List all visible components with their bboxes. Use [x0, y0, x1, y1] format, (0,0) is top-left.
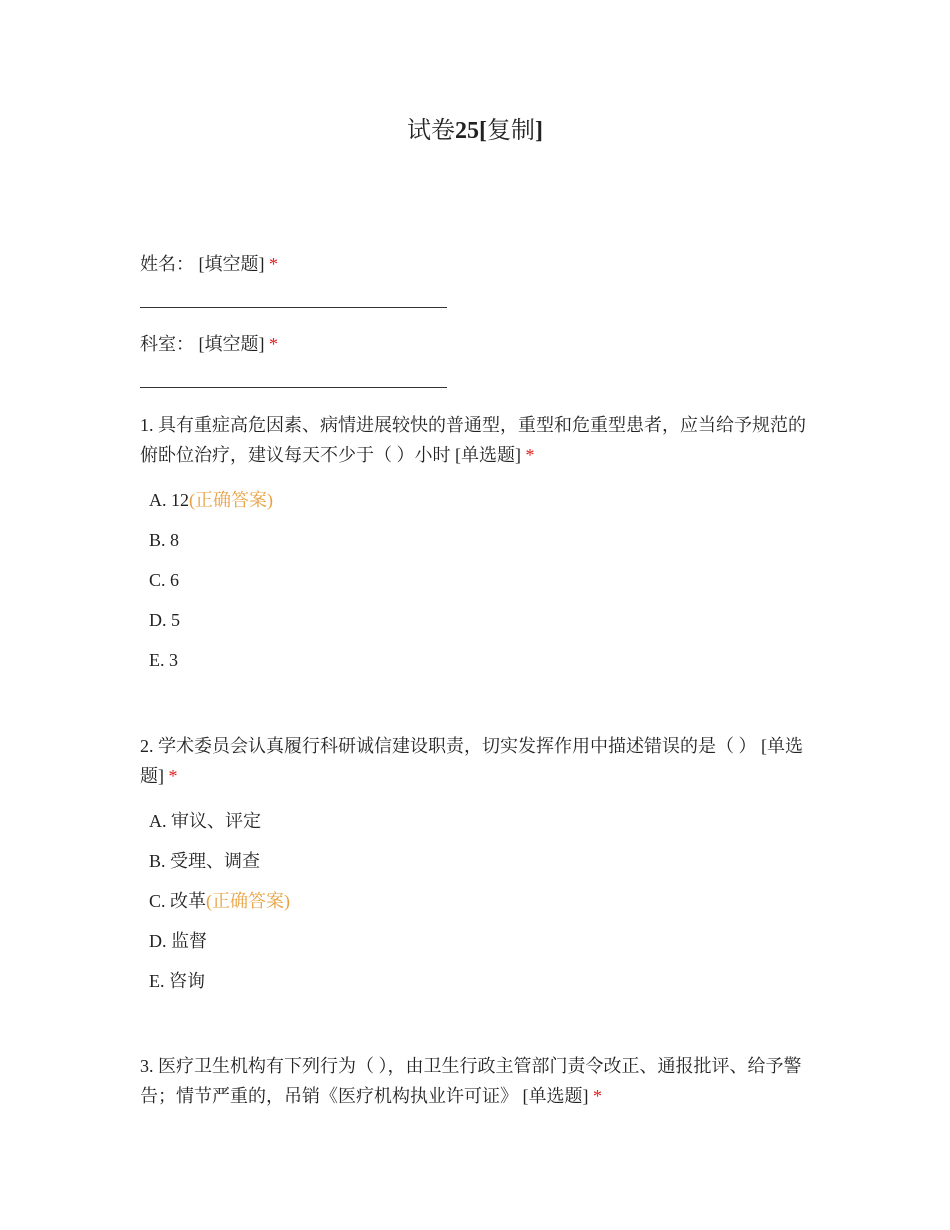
question-2 [140, 731, 820, 1006]
option-e[interactable] [149, 645, 820, 685]
department-input-line[interactable] [140, 387, 447, 388]
required-mark: * [269, 334, 278, 354]
required-mark: * [525, 445, 535, 465]
question-stem: 1. 具有重症高危因素、病情进展较快的普通型，重型和危重型患者，应当给予规范的俯卧位治疗，建议每天不少于（ ）小时 [140, 415, 806, 465]
title-suffix: 复制 [487, 118, 535, 144]
department-field [140, 330, 820, 358]
title-prefix: 试卷 [407, 118, 455, 144]
option-b[interactable] [149, 846, 820, 886]
question-stem: 3. 医疗卫生机构有下列行为（ ），由卫生行政主管部门责令改正、通报批评、给予警告；情节严重的，吊销《医疗机构执业许可证》 [140, 1056, 802, 1106]
option-label: B. 8 [149, 530, 180, 550]
name-input-line[interactable] [140, 307, 447, 308]
question-text [140, 410, 820, 470]
page-title [0, 110, 950, 145]
question-type: [单选题] [455, 445, 521, 465]
option-e[interactable] [149, 966, 820, 1006]
name-field-label [140, 250, 820, 278]
question-3 [140, 1051, 820, 1111]
option-a[interactable] [149, 485, 820, 525]
field-label-text: 姓名： [140, 254, 194, 274]
option-b[interactable] [149, 525, 820, 565]
question-text [140, 1051, 820, 1111]
option-label: A. 审议、评定 [149, 811, 261, 831]
option-label: E. 3 [149, 650, 178, 670]
option-label: E. 咨询 [149, 971, 205, 991]
required-mark: * [168, 766, 178, 786]
option-label: C. 改革 [149, 891, 207, 911]
option-d[interactable] [149, 926, 820, 966]
question-stem: 2. 学术委员会认真履行科研诚信建设职责，切实发挥作用中描述错误的是（ ） [140, 736, 757, 756]
correct-answer-tag: (正确答案) [189, 490, 273, 510]
title-number: 25[ [455, 118, 487, 144]
field-label-text: 科室： [140, 334, 194, 354]
option-c[interactable] [149, 565, 820, 605]
option-label: B. 受理、调查 [149, 851, 261, 871]
options-list [140, 806, 820, 1006]
required-mark: * [269, 254, 278, 274]
options-list [140, 485, 820, 685]
option-label: D. 监督 [149, 931, 207, 951]
option-d[interactable] [149, 605, 820, 645]
title-close: ] [535, 118, 543, 144]
option-a[interactable] [149, 806, 820, 846]
question-text [140, 731, 820, 791]
question-type: [单选题] [140, 736, 803, 786]
correct-answer-tag: (正确答案) [206, 891, 291, 911]
field-type: [填空题] [198, 334, 265, 354]
name-field [140, 250, 820, 278]
required-mark: * [593, 1086, 602, 1106]
department-field-label [140, 330, 820, 358]
option-label: D. 5 [149, 610, 180, 630]
option-c[interactable] [149, 886, 820, 926]
option-label: C. 6 [149, 570, 180, 590]
question-1 [140, 410, 820, 685]
question-type: [单选题] [522, 1086, 589, 1106]
option-label: A. 12 [149, 490, 189, 510]
field-type: [填空题] [198, 254, 265, 274]
